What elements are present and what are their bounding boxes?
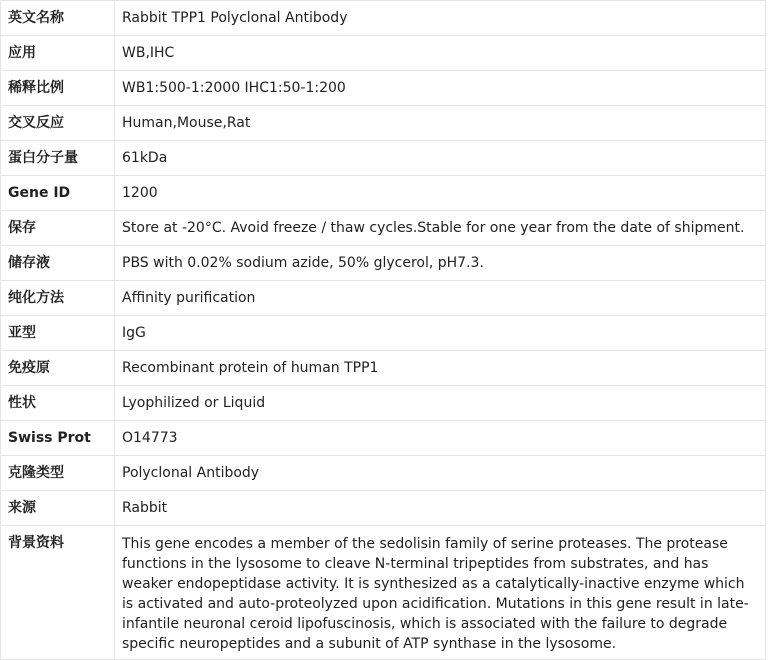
spec-row-cross-reactivity (1, 106, 766, 141)
spec-value: Affinity purification (115, 281, 766, 316)
spec-row-host (1, 491, 766, 526)
spec-label: 交叉反应 (1, 106, 115, 141)
spec-label: 免疫原 (1, 351, 115, 386)
spec-value: Polyclonal Antibody (115, 456, 766, 491)
spec-value: Human,Mouse,Rat (115, 106, 766, 141)
spec-row-background (1, 526, 766, 660)
spec-value: Rabbit TPP1 Polyclonal Antibody (115, 1, 766, 36)
spec-value: WB,IHC (115, 36, 766, 71)
spec-label: 稀释比例 (1, 71, 115, 106)
spec-value: Lyophilized or Liquid (115, 386, 766, 421)
spec-row-molecular-weight (1, 141, 766, 176)
spec-label: 克隆类型 (1, 456, 115, 491)
spec-label: 英文名称 (1, 1, 115, 36)
spec-row-isotype (1, 316, 766, 351)
spec-label: 保存 (1, 211, 115, 246)
spec-label: 来源 (1, 491, 115, 526)
spec-label: Swiss Prot (1, 421, 115, 456)
spec-row-storage (1, 211, 766, 246)
spec-row-application (1, 36, 766, 71)
spec-value: Recombinant protein of human TPP1 (115, 351, 766, 386)
spec-value: IgG (115, 316, 766, 351)
spec-value: 61kDa (115, 141, 766, 176)
spec-value: Store at -20°C. Avoid freeze / thaw cycles.Stable for one year from the date of shipment. (115, 211, 766, 246)
spec-label: 纯化方法 (1, 281, 115, 316)
spec-label: 亚型 (1, 316, 115, 351)
spec-row-swiss-prot (1, 421, 766, 456)
spec-label: 蛋白分子量 (1, 141, 115, 176)
spec-row-english-name (1, 1, 766, 36)
spec-row-dilution (1, 71, 766, 106)
spec-row-clonality (1, 456, 766, 491)
spec-value: WB1:500-1:2000 IHC1:50-1:200 (115, 71, 766, 106)
spec-value: O14773 (115, 421, 766, 456)
spec-row-storage-buffer (1, 246, 766, 281)
background-paragraph: This gene encodes a member of the sedolisin family of serine proteases. The protease functions in the lysosome to cleave N-terminal tripeptides from substrates, and has weaker endopeptidase activity. It is synthesized as a catalytically-inactive enzyme which is activated and auto-proteolyzed upon acidification. Mutations in this gene result in late-infantile neuronal ceroid lipofuscinosis, which is associated with the failure to degrade specific neuropeptides and a subunit of ATP synthase in the lysosome. (115, 526, 766, 660)
spec-row-form (1, 386, 766, 421)
spec-label: 背景资料 (1, 526, 115, 660)
spec-label: Gene ID (1, 176, 115, 211)
spec-row-gene-id (1, 176, 766, 211)
spec-row-purification (1, 281, 766, 316)
spec-label: 应用 (1, 36, 115, 71)
spec-row-immunogen (1, 351, 766, 386)
spec-value: Rabbit (115, 491, 766, 526)
spec-value: 1200 (115, 176, 766, 211)
spec-label: 性状 (1, 386, 115, 421)
spec-label: 储存液 (1, 246, 115, 281)
spec-value: PBS with 0.02% sodium azide, 50% glycerol, pH7.3. (115, 246, 766, 281)
